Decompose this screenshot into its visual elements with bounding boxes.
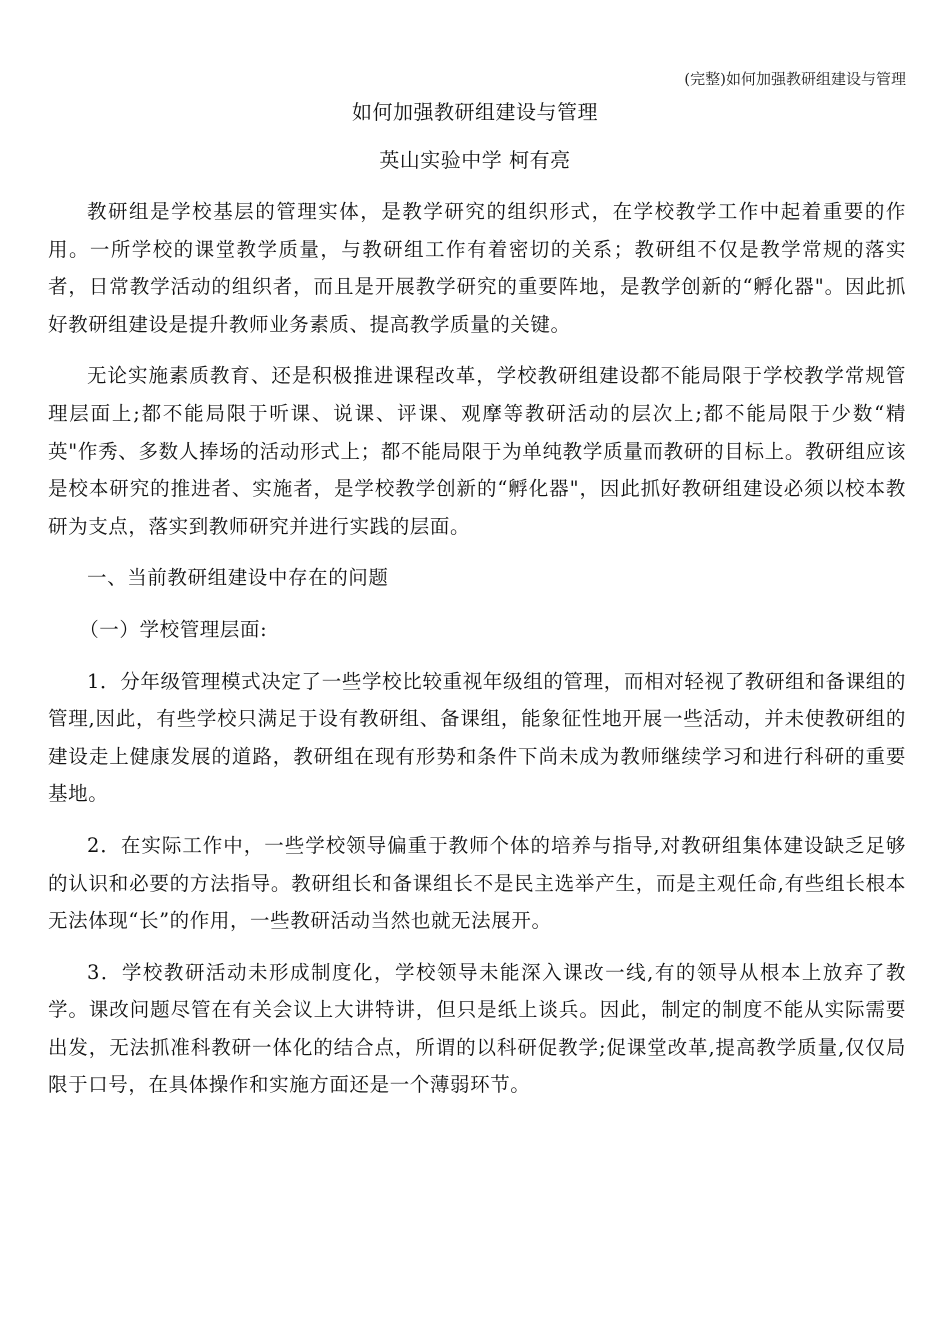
list-item: 1．分年级管理模式决定了一些学校比较重视年级组的管理，而相对轻视了教研组和备课组的管理,因此，有些学校只满足于设有教研组、备课组，能象征性地开展一些活动，并未使教研组的建设走上健康发展的道路，教研组在现有形势和条件下尚未成为教师继续学习和进行科研的重要基地。 <box>48 669 906 806</box>
document-body <box>48 193 906 1104</box>
document-title: 如何加强教研组建设与管理 <box>352 100 598 124</box>
section-heading: 一、当前教研组建设中存在的问题 <box>87 566 389 590</box>
list-item: 3．学校教研活动未形成制度化，学校领导未能深入课改一线,有的领导从根本上放弃了教学。课改问题尽管在有关会议上大讲特讲，但只是纸上谈兵。因此，制定的制度不能从实际需要出发，无法抓准科教研一体化的结合点，所谓的以科研促教学;促课堂改革,提高教学质量,仅仅局限于口号，在具体操作和实施方面还是一个薄弱环节。 <box>48 960 906 1097</box>
list-item: 2．在实际工作中，一些学校领导偏重于教师个体的培养与指导,对教研组集体建设缺乏足够的认识和必要的方法指导。教研组长和备课组长不是民主选举产生，而是主观任命,有些组长根本无法体现“长”的作用，一些教研活动当然也就无法展开。 <box>48 833 906 933</box>
document-author: 英山实验中学 柯有亮 <box>379 148 571 172</box>
paragraph-reform: 无论实施素质教育、还是积极推进课程改革，学校教研组建设都不能局限于学校教学常规管理层面上;都不能局限于听课、说课、评课、观摩等教研活动的层次上;都不能局限于少数“精英"作秀、多数人捧场的活动形式上；都不能局限于为单纯教学质量而教研的目标上。教研组应该是校本研究的推进者、实施者，是学校教学创新的“孵化器"，因此抓好教研组建设必须以校本教研为支点，落实到教师研究并进行实践的层面。 <box>48 364 906 538</box>
subsection-heading: （一）学校管理层面: <box>79 617 268 641</box>
running-header: (完整)如何加强教研组建设与管理 <box>684 70 906 88</box>
paragraph-intro: 教研组是学校基层的管理实体，是教学研究的组织形式，在学校教学工作中起着重要的作用。一所学校的课堂教学质量，与教研组工作有着密切的关系；教研组不仅是教学常规的落实者，日常教学活动的组织者，而且是开展教学研究的重要阵地，是教学创新的“孵化器"。因此抓好教研组建设是提升教师业务素质、提高教学质量的关键。 <box>48 200 906 336</box>
